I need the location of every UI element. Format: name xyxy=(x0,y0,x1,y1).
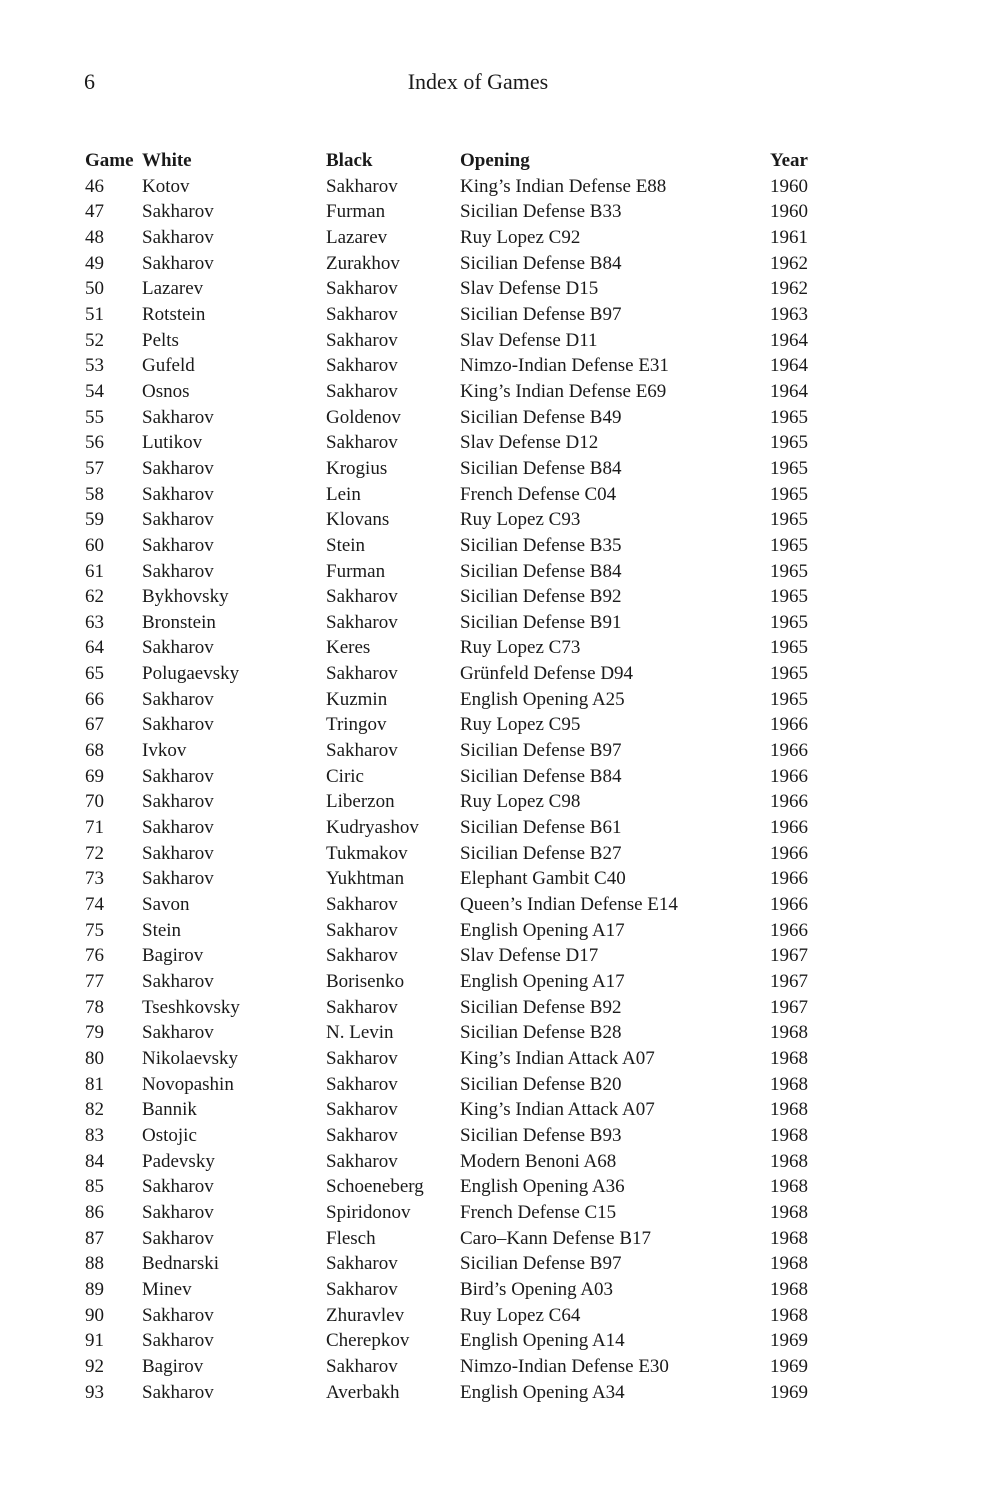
table-row xyxy=(85,405,830,431)
cell-white-player: Polugaevsky xyxy=(142,663,240,685)
cell-opening: Nimzo-Indian Defense E30 xyxy=(460,1355,669,1377)
table-row xyxy=(85,635,830,661)
cell-year: 1965 xyxy=(770,611,808,633)
table-row xyxy=(85,353,830,379)
running-head: Index of Games xyxy=(407,69,549,94)
cell-white-player: Bednarski xyxy=(142,1253,220,1275)
cell-opening: Sicilian Defense B93 xyxy=(460,1124,622,1146)
cell-game-number: 72 xyxy=(85,842,104,864)
cell-white-player: Bronstein xyxy=(142,611,216,633)
cell-game-number: 53 xyxy=(85,355,104,377)
cell-game-number: 57 xyxy=(85,457,104,479)
cell-year: 1963 xyxy=(770,303,808,325)
cell-white-player: Rotstein xyxy=(142,303,206,325)
cell-game-number: 54 xyxy=(85,380,104,402)
cell-game-number: 76 xyxy=(85,945,104,967)
cell-year: 1966 xyxy=(770,740,808,762)
cell-white-player: Bykhovsky xyxy=(142,586,229,608)
cell-white-player: Savon xyxy=(142,894,190,916)
cell-year: 1966 xyxy=(770,791,808,813)
cell-year: 1968 xyxy=(770,1278,808,1300)
cell-white-player: Sakharov xyxy=(142,406,214,428)
cell-black-player: Sakharov xyxy=(326,1124,398,1146)
cell-white-player: Sakharov xyxy=(142,842,214,864)
cell-black-player: Sakharov xyxy=(326,894,398,916)
cell-opening: King’s Indian Defense E88 xyxy=(460,175,667,197)
cell-year: 1966 xyxy=(770,714,808,736)
cell-year: 1965 xyxy=(770,560,808,582)
cell-black-player: Stein xyxy=(326,534,366,556)
table-row xyxy=(85,1226,830,1252)
cell-black-player: Liberzon xyxy=(326,791,395,813)
cell-opening: King’s Indian Defense E69 xyxy=(460,380,667,402)
cell-year: 1965 xyxy=(770,457,808,479)
cell-opening: Sicilian Defense B91 xyxy=(460,611,622,633)
cell-opening: English Opening A14 xyxy=(460,1330,625,1352)
cell-black-player: Flesch xyxy=(326,1227,376,1249)
cell-black-player: Lein xyxy=(326,483,361,505)
cell-year: 1966 xyxy=(770,765,808,787)
table-row xyxy=(85,866,830,892)
cell-black-player: Sakharov xyxy=(326,1253,398,1275)
page-number: 6 xyxy=(84,69,95,94)
table-row xyxy=(85,1072,830,1098)
table-row xyxy=(85,199,830,225)
cell-year: 1968 xyxy=(770,1124,808,1146)
table-row xyxy=(85,764,830,790)
table-row xyxy=(85,482,830,508)
cell-white-player: Sakharov xyxy=(142,791,214,813)
cell-opening: Sicilian Defense B97 xyxy=(460,303,622,325)
cell-game-number: 89 xyxy=(85,1278,104,1300)
cell-black-player: Sakharov xyxy=(326,611,398,633)
cell-white-player: Bannik xyxy=(142,1099,197,1121)
cell-opening: King’s Indian Attack A07 xyxy=(460,1047,655,1069)
cell-white-player: Stein xyxy=(142,919,182,941)
cell-black-player: Goldenov xyxy=(326,406,401,428)
cell-black-player: Tringov xyxy=(326,714,387,736)
table-row xyxy=(85,1174,830,1200)
table-row xyxy=(85,789,830,815)
table-row xyxy=(85,456,830,482)
cell-game-number: 93 xyxy=(85,1381,104,1403)
cell-black-player: Sakharov xyxy=(326,1278,398,1300)
cell-game-number: 82 xyxy=(85,1099,104,1121)
table-row xyxy=(85,712,830,738)
cell-year: 1965 xyxy=(770,637,808,659)
cell-opening: Sicilian Defense B33 xyxy=(460,201,622,223)
header-opening: Opening xyxy=(460,150,530,171)
cell-year: 1965 xyxy=(770,663,808,685)
cell-white-player: Ostojic xyxy=(142,1124,197,1146)
cell-year: 1968 xyxy=(770,1047,808,1069)
cell-year: 1969 xyxy=(770,1330,808,1352)
cell-black-player: Yukhtman xyxy=(326,868,405,890)
table-row xyxy=(85,1123,830,1149)
cell-game-number: 83 xyxy=(85,1124,104,1146)
table-row xyxy=(85,687,830,713)
cell-opening: Sicilian Defense B97 xyxy=(460,740,622,762)
cell-year: 1968 xyxy=(770,1099,808,1121)
cell-black-player: Sakharov xyxy=(326,1073,398,1095)
header-black: Black xyxy=(326,150,373,171)
table-row xyxy=(85,1046,830,1072)
cell-opening: Queen’s Indian Defense E14 xyxy=(460,894,678,916)
games-table-body xyxy=(85,174,830,1406)
cell-year: 1967 xyxy=(770,971,808,992)
cell-white-player: Sakharov xyxy=(142,765,214,787)
cell-black-player: Sakharov xyxy=(326,919,398,941)
cell-opening: Grünfeld Defense D94 xyxy=(460,663,634,685)
cell-opening: Slav Defense D11 xyxy=(460,329,598,351)
cell-black-player: Keres xyxy=(326,637,371,659)
cell-opening: French Defense C15 xyxy=(460,1201,617,1223)
cell-opening: King’s Indian Attack A07 xyxy=(460,1099,655,1121)
cell-opening: Slav Defense D12 xyxy=(460,432,599,454)
cell-year: 1968 xyxy=(770,1073,808,1095)
table-row xyxy=(85,969,830,995)
cell-year: 1969 xyxy=(770,1381,808,1403)
cell-year: 1968 xyxy=(770,1150,808,1172)
table-row xyxy=(85,584,830,610)
table-row xyxy=(85,918,830,944)
cell-black-player: Kuzmin xyxy=(326,688,388,710)
table-row xyxy=(85,943,830,969)
cell-year: 1965 xyxy=(770,432,808,454)
cell-white-player: Sakharov xyxy=(142,252,214,274)
cell-game-number: 88 xyxy=(85,1253,104,1275)
cell-year: 1969 xyxy=(770,1355,808,1377)
cell-opening: French Defense C04 xyxy=(460,483,617,505)
cell-opening: Sicilian Defense B84 xyxy=(460,252,622,274)
cell-opening: Elephant Gambit C40 xyxy=(460,868,626,890)
table-row xyxy=(85,1020,830,1046)
cell-year: 1968 xyxy=(770,1022,808,1044)
cell-white-player: Bagirov xyxy=(142,1355,204,1377)
table-row xyxy=(85,610,830,636)
cell-black-player: Sakharov xyxy=(326,996,398,1018)
table-row xyxy=(85,1200,830,1226)
cell-white-player: Sakharov xyxy=(142,483,214,505)
cell-game-number: 49 xyxy=(85,252,104,274)
cell-white-player: Sakharov xyxy=(142,560,214,582)
cell-game-number: 81 xyxy=(85,1073,104,1095)
table-row xyxy=(85,1251,830,1277)
table-row xyxy=(85,1380,830,1406)
cell-black-player: Sakharov xyxy=(326,1355,398,1377)
table-row xyxy=(85,430,830,456)
cell-year: 1968 xyxy=(770,1304,808,1326)
cell-opening: Bird’s Opening A03 xyxy=(460,1278,614,1300)
cell-white-player: Padevsky xyxy=(142,1150,215,1172)
table-row xyxy=(85,1149,830,1175)
cell-black-player: Lazarev xyxy=(326,226,388,248)
cell-year: 1962 xyxy=(770,252,808,274)
cell-game-number: 70 xyxy=(85,791,104,813)
cell-black-player: Zurakhov xyxy=(326,252,400,274)
cell-year: 1965 xyxy=(770,534,808,556)
cell-black-player: Sakharov xyxy=(326,355,398,377)
cell-black-player: Schoeneberg xyxy=(326,1176,424,1198)
cell-game-number: 91 xyxy=(85,1330,104,1352)
table-row xyxy=(85,661,830,687)
cell-opening: Ruy Lopez C98 xyxy=(460,791,581,813)
cell-white-player: Osnos xyxy=(142,380,190,402)
cell-game-number: 87 xyxy=(85,1227,104,1249)
table-row xyxy=(85,1277,830,1303)
table-row xyxy=(85,328,830,354)
cell-game-number: 77 xyxy=(85,971,104,992)
cell-year: 1968 xyxy=(770,1201,808,1223)
cell-game-number: 52 xyxy=(85,329,104,351)
table-row xyxy=(85,1097,830,1123)
cell-opening: Sicilian Defense B28 xyxy=(460,1022,622,1044)
cell-year: 1964 xyxy=(770,355,808,377)
cell-game-number: 84 xyxy=(85,1150,104,1172)
cell-opening: Sicilian Defense B27 xyxy=(460,842,622,864)
cell-black-player: Borisenko xyxy=(326,971,405,992)
cell-game-number: 65 xyxy=(85,663,104,685)
cell-game-number: 90 xyxy=(85,1304,104,1326)
cell-black-player: Sakharov xyxy=(326,740,398,762)
cell-opening: Sicilian Defense B97 xyxy=(460,1253,622,1275)
cell-black-player: Sakharov xyxy=(326,303,398,325)
table-row xyxy=(85,559,830,585)
cell-year: 1960 xyxy=(770,201,808,223)
cell-opening: Ruy Lopez C92 xyxy=(460,226,581,248)
cell-opening: Sicilian Defense B84 xyxy=(460,457,622,479)
cell-black-player: Sakharov xyxy=(326,1099,398,1121)
cell-year: 1968 xyxy=(770,1176,808,1198)
cell-game-number: 60 xyxy=(85,534,104,556)
cell-white-player: Sakharov xyxy=(142,637,214,659)
cell-white-player: Kotov xyxy=(142,175,190,197)
table-row xyxy=(85,251,830,277)
cell-opening: Sicilian Defense B61 xyxy=(460,817,622,839)
cell-game-number: 74 xyxy=(85,894,104,916)
cell-white-player: Sakharov xyxy=(142,226,214,248)
cell-white-player: Nikolaevsky xyxy=(142,1047,239,1069)
cell-year: 1966 xyxy=(770,868,808,890)
cell-opening: Slav Defense D15 xyxy=(460,278,599,300)
cell-opening: Sicilian Defense B49 xyxy=(460,406,622,428)
cell-year: 1965 xyxy=(770,509,808,531)
cell-opening: Sicilian Defense B35 xyxy=(460,534,622,556)
cell-black-player: Zhuravlev xyxy=(326,1304,405,1326)
cell-year: 1961 xyxy=(770,226,808,248)
cell-black-player: Ciric xyxy=(326,765,364,787)
cell-white-player: Sakharov xyxy=(142,971,214,992)
cell-black-player: N. Levin xyxy=(326,1022,394,1044)
cell-opening: Sicilian Defense B92 xyxy=(460,996,622,1018)
cell-game-number: 69 xyxy=(85,765,104,787)
cell-game-number: 63 xyxy=(85,611,104,633)
cell-white-player: Gufeld xyxy=(142,355,195,377)
cell-game-number: 61 xyxy=(85,560,104,582)
cell-game-number: 68 xyxy=(85,740,104,762)
cell-opening: English Opening A36 xyxy=(460,1176,625,1198)
cell-year: 1965 xyxy=(770,483,808,505)
cell-game-number: 71 xyxy=(85,817,104,839)
cell-white-player: Sakharov xyxy=(142,1201,214,1223)
cell-game-number: 55 xyxy=(85,406,104,428)
cell-game-number: 66 xyxy=(85,688,104,710)
header-white: White xyxy=(142,150,192,171)
cell-black-player: Sakharov xyxy=(326,945,398,967)
cell-game-number: 58 xyxy=(85,483,104,505)
cell-white-player: Bagirov xyxy=(142,945,204,967)
cell-opening: Sicilian Defense B92 xyxy=(460,586,622,608)
table-row xyxy=(85,738,830,764)
cell-opening: Ruy Lopez C93 xyxy=(460,509,581,531)
cell-year: 1965 xyxy=(770,586,808,608)
cell-game-number: 62 xyxy=(85,586,104,608)
cell-game-number: 64 xyxy=(85,637,104,659)
cell-year: 1966 xyxy=(770,894,808,916)
cell-white-player: Lazarev xyxy=(142,278,204,300)
table-row xyxy=(85,1328,830,1354)
cell-opening: English Opening A17 xyxy=(460,919,625,941)
cell-black-player: Sakharov xyxy=(326,380,398,402)
table-row xyxy=(85,1303,830,1329)
table-row xyxy=(85,174,830,200)
table-row xyxy=(85,815,830,841)
table-row xyxy=(85,379,830,405)
header-year: Year xyxy=(770,150,808,171)
cell-opening: Sicilian Defense B20 xyxy=(460,1073,622,1095)
cell-opening: Modern Benoni A68 xyxy=(460,1150,617,1172)
cell-opening: Nimzo-Indian Defense E31 xyxy=(460,355,669,377)
cell-game-number: 78 xyxy=(85,996,104,1018)
cell-game-number: 79 xyxy=(85,1022,104,1044)
cell-opening: Ruy Lopez C64 xyxy=(460,1304,581,1326)
table-row xyxy=(85,276,830,302)
cell-black-player: Sakharov xyxy=(326,1047,398,1069)
cell-opening: Sicilian Defense B84 xyxy=(460,765,622,787)
cell-game-number: 73 xyxy=(85,868,104,890)
cell-white-player: Lutikov xyxy=(142,432,203,454)
cell-black-player: Sakharov xyxy=(326,278,398,300)
cell-white-player: Sakharov xyxy=(142,1022,214,1044)
cell-game-number: 67 xyxy=(85,714,104,736)
cell-opening: English Opening A34 xyxy=(460,1381,625,1403)
games-index-table xyxy=(85,148,830,1405)
table-row xyxy=(85,225,830,251)
cell-opening: Sicilian Defense B84 xyxy=(460,560,622,582)
cell-game-number: 46 xyxy=(85,175,104,197)
cell-year: 1965 xyxy=(770,688,808,710)
cell-black-player: Sakharov xyxy=(326,1150,398,1172)
cell-black-player: Spiridonov xyxy=(326,1201,411,1223)
cell-black-player: Sakharov xyxy=(326,586,398,608)
table-header-row xyxy=(85,148,830,174)
cell-white-player: Pelts xyxy=(142,329,179,351)
cell-year: 1966 xyxy=(770,842,808,864)
cell-white-player: Sakharov xyxy=(142,868,214,890)
cell-game-number: 56 xyxy=(85,432,104,454)
cell-year: 1964 xyxy=(770,329,808,351)
cell-white-player: Sakharov xyxy=(142,1304,214,1326)
cell-year: 1960 xyxy=(770,175,808,197)
table-row xyxy=(85,507,830,533)
cell-black-player: Sakharov xyxy=(326,329,398,351)
table-row xyxy=(85,1354,830,1380)
cell-black-player: Furman xyxy=(326,560,386,582)
cell-white-player: Sakharov xyxy=(142,457,214,479)
cell-white-player: Sakharov xyxy=(142,509,214,531)
cell-opening: English Opening A25 xyxy=(460,688,625,710)
cell-opening: Ruy Lopez C95 xyxy=(460,714,581,736)
cell-opening: Slav Defense D17 xyxy=(460,945,599,967)
cell-game-number: 59 xyxy=(85,509,104,531)
cell-year: 1967 xyxy=(770,945,808,967)
cell-white-player: Sakharov xyxy=(142,817,214,839)
cell-year: 1965 xyxy=(770,406,808,428)
cell-white-player: Minev xyxy=(142,1278,192,1300)
table-row xyxy=(85,841,830,867)
cell-black-player: Cherepkov xyxy=(326,1330,410,1352)
table-row xyxy=(85,533,830,559)
cell-black-player: Krogius xyxy=(326,457,388,479)
cell-black-player: Sakharov xyxy=(326,663,398,685)
table-row xyxy=(85,995,830,1021)
cell-white-player: Sakharov xyxy=(142,1176,214,1198)
cell-game-number: 51 xyxy=(85,303,104,325)
cell-white-player: Sakharov xyxy=(142,1381,214,1403)
cell-black-player: Tukmakov xyxy=(326,842,408,864)
cell-white-player: Sakharov xyxy=(142,688,214,710)
cell-year: 1964 xyxy=(770,380,808,402)
cell-white-player: Sakharov xyxy=(142,714,214,736)
cell-opening: Ruy Lopez C73 xyxy=(460,637,581,659)
cell-white-player: Sakharov xyxy=(142,201,214,223)
cell-year: 1966 xyxy=(770,919,808,941)
cell-year: 1967 xyxy=(770,996,808,1018)
cell-game-number: 85 xyxy=(85,1176,104,1198)
cell-game-number: 47 xyxy=(85,201,104,223)
cell-black-player: Kudryashov xyxy=(326,817,419,839)
cell-year: 1968 xyxy=(770,1227,808,1249)
cell-game-number: 75 xyxy=(85,919,104,941)
cell-game-number: 80 xyxy=(85,1047,104,1069)
cell-white-player: Ivkov xyxy=(142,740,187,762)
cell-opening: English Opening A17 xyxy=(460,971,625,992)
cell-white-player: Tseshkovsky xyxy=(142,996,240,1018)
cell-black-player: Furman xyxy=(326,201,386,223)
cell-year: 1962 xyxy=(770,278,808,300)
cell-year: 1968 xyxy=(770,1253,808,1275)
cell-game-number: 50 xyxy=(85,278,104,300)
cell-game-number: 92 xyxy=(85,1355,104,1377)
cell-game-number: 86 xyxy=(85,1201,104,1223)
cell-year: 1966 xyxy=(770,817,808,839)
cell-white-player: Novopashin xyxy=(142,1073,234,1095)
cell-white-player: Sakharov xyxy=(142,1227,214,1249)
cell-black-player: Averbakh xyxy=(326,1381,400,1403)
cell-black-player: Sakharov xyxy=(326,175,398,197)
header-game: Game xyxy=(85,150,134,171)
cell-white-player: Sakharov xyxy=(142,534,214,556)
cell-white-player: Sakharov xyxy=(142,1330,214,1352)
table-row xyxy=(85,302,830,328)
cell-opening: Caro–Kann Defense B17 xyxy=(460,1227,652,1249)
cell-black-player: Klovans xyxy=(326,509,390,531)
cell-game-number: 48 xyxy=(85,226,104,248)
table-row xyxy=(85,892,830,918)
cell-black-player: Sakharov xyxy=(326,432,398,454)
